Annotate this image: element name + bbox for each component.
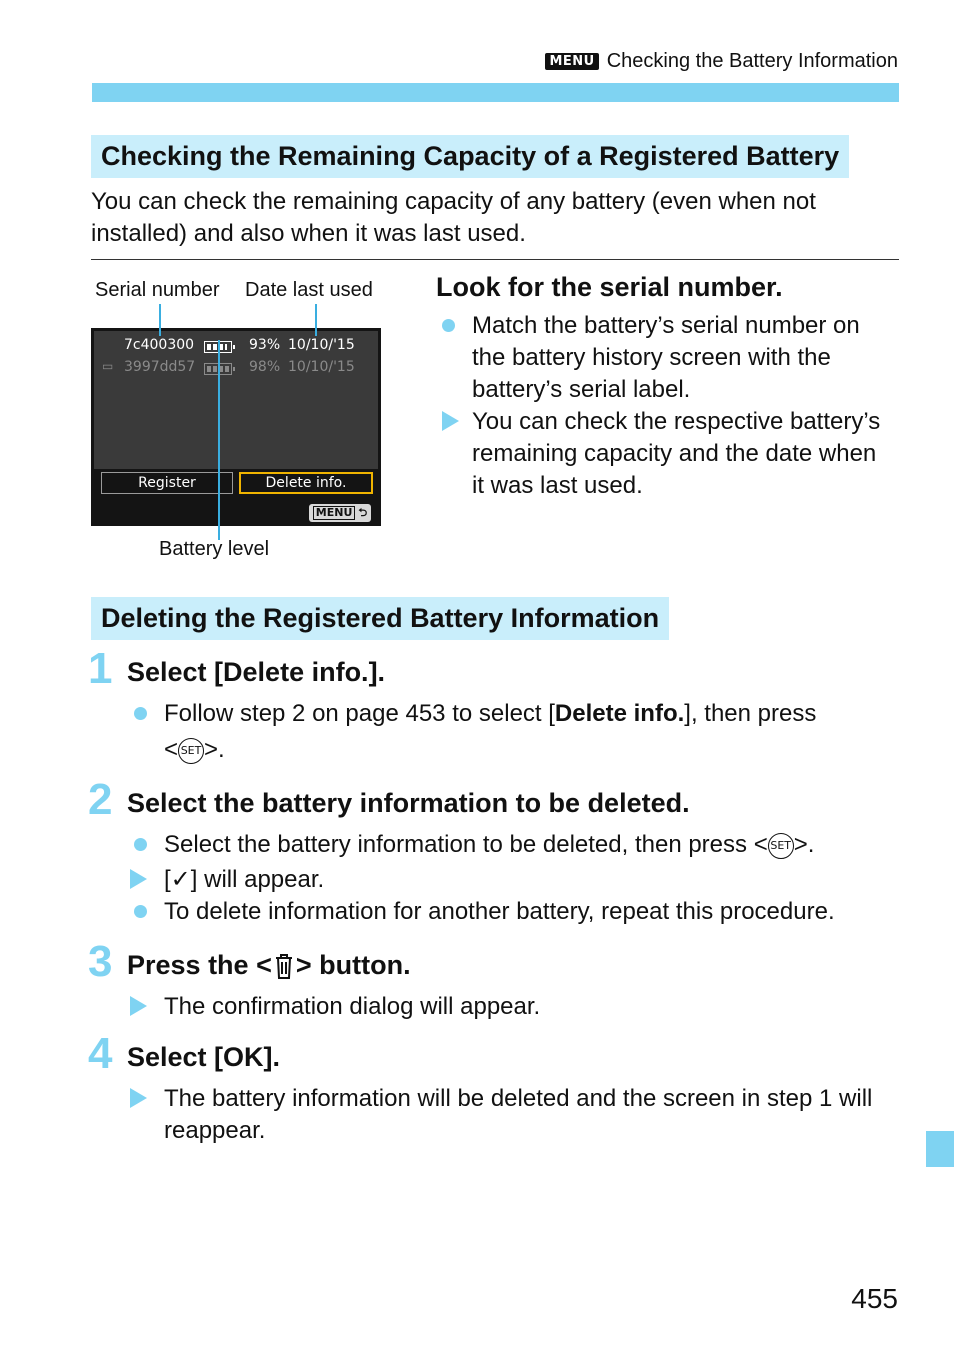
battery-history-screen (91, 328, 381, 526)
step-item: The confirmation dialog will appear. (164, 993, 541, 1020)
menu-icon: MENU (313, 506, 356, 520)
step-number: 4 (88, 1029, 113, 1078)
look-item: Match the battery’s serial number on the battery history screen with the battery’s serial label. (472, 312, 860, 403)
battery-percent: 93% (249, 337, 281, 353)
step-number: 2 (88, 775, 113, 824)
section-heading-remaining-capacity: Checking the Remaining Capacity of a Registered Battery (91, 135, 849, 178)
set-button-icon: SET (178, 738, 204, 764)
leader-line-date (315, 304, 317, 336)
delete-info-button[interactable]: Delete info. (239, 472, 373, 494)
step-number: 1 (88, 644, 113, 693)
intro-paragraph: You can check the remaining capacity of any battery (even when not installed) and also when it was last used. (91, 188, 816, 247)
running-header (545, 50, 898, 73)
leader-line-serial (159, 304, 161, 336)
bullet-dot-icon (134, 838, 147, 851)
leader-line-level (218, 340, 220, 540)
page-number: 455 (851, 1283, 898, 1314)
label-date-last-used: Date last used (245, 279, 373, 301)
look-item: You can check the respective battery’s remaining capacity and the date when it was last used. (472, 408, 881, 499)
arrow-bullet-icon (130, 996, 147, 1016)
label-battery-level: Battery level (159, 538, 270, 560)
menu-return-button[interactable] (309, 504, 371, 522)
bullet-dot-icon (134, 707, 147, 720)
battery-list-area (94, 331, 378, 469)
step-title: Press the < > button. (127, 950, 411, 980)
camera-icon: ▭ (102, 359, 114, 373)
step-item: To delete information for another battery, repeat this procedure. (164, 898, 835, 925)
arrow-bullet-icon (130, 869, 147, 889)
menu-icon: MENU (545, 53, 598, 70)
section-heading-deleting: Deleting the Registered Battery Information (91, 597, 669, 640)
battery-level-fill (207, 344, 227, 350)
battery-percent: 98% (249, 359, 281, 375)
battery-serial: 7c400300 (124, 337, 195, 353)
running-title: Checking the Battery Information (606, 50, 898, 72)
step-item-continued: < SET >. (164, 736, 225, 763)
set-button-icon: SET (768, 833, 794, 859)
step-number: 3 (88, 937, 113, 986)
battery-date: 10/10/'15 (288, 359, 355, 375)
step-title: Select the battery information to be deleted. (127, 788, 690, 818)
register-button[interactable]: Register (101, 472, 233, 494)
header-band (92, 83, 899, 102)
chapter-tab (926, 1131, 954, 1167)
battery-serial: 3997dd57 (124, 359, 196, 375)
divider (91, 259, 899, 260)
step-item: Follow step 2 on page 453 to select [Delete info.], then press (164, 700, 817, 727)
step-title: Select [Delete info.]. (127, 657, 386, 687)
arrow-bullet-icon (130, 1088, 147, 1108)
return-icon: ⮌ (358, 505, 368, 519)
battery-date: 10/10/'15 (288, 337, 355, 353)
step-title: Select [OK]. (127, 1042, 281, 1072)
label-serial-number: Serial number (95, 279, 220, 301)
step-item: The battery information will be deleted and the screen in step 1 will reappear. (164, 1085, 873, 1144)
step-item: Select the battery information to be deleted, then press < SET >. (164, 831, 815, 858)
look-title: Look for the serial number. (436, 272, 783, 302)
trash-icon (272, 952, 296, 980)
arrow-bullet-icon (442, 411, 459, 431)
step-item: [✓] will appear. (164, 866, 325, 893)
bullet-dot-icon (442, 319, 455, 332)
bullet-dot-icon (134, 905, 147, 918)
